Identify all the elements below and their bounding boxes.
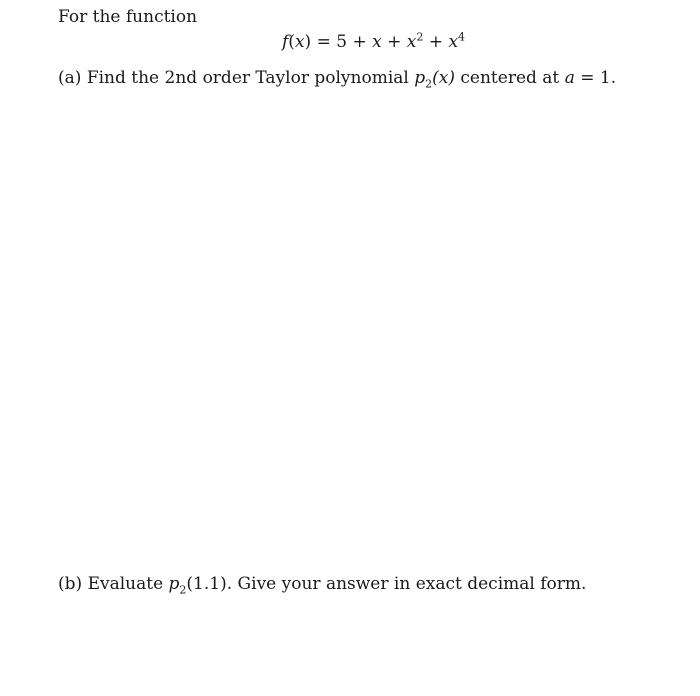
linear-term: x	[372, 32, 382, 52]
function-name: f	[282, 32, 289, 52]
part-b-poly-name: p	[168, 574, 180, 594]
quadratic-exponent: 2	[416, 30, 424, 44]
part-b-question	[58, 573, 586, 595]
quadratic-term-base: x	[406, 32, 417, 52]
part-a-label: (a)	[58, 68, 82, 88]
intro-text: For the function	[58, 7, 198, 27]
function-equation: $f(x) = 5 + x + x^2 + x^4$	[282, 30, 466, 52]
part-b-poly-arg: (1.1).	[186, 574, 233, 594]
part-a-question	[58, 67, 616, 89]
function-var: x	[294, 32, 305, 52]
plus-sign: +	[428, 32, 444, 52]
part-a-poly-sub: 2	[425, 77, 433, 91]
part-b-poly-sub: 2	[179, 583, 187, 597]
part-a-text-before: Find the 2nd order Taylor polynomial	[86, 68, 409, 88]
quartic-term-base: x	[448, 32, 459, 52]
part-b-text-before: Evaluate	[87, 574, 164, 594]
part-a-center-eq: =	[580, 68, 595, 88]
constant-term: 5	[336, 32, 348, 52]
part-a-center-var: a	[564, 68, 575, 88]
part-a-poly-arg: (x)	[432, 68, 455, 88]
part-a-text-after: centered at	[460, 68, 560, 88]
part-b-label: (b)	[58, 574, 83, 594]
plus-sign: +	[352, 32, 367, 52]
part-a-center-val: 1.	[599, 68, 617, 88]
part-b-text-after: Give your answer in exact decimal form.	[237, 574, 587, 594]
plus-sign: +	[387, 32, 402, 52]
part-a-poly-name: p	[414, 68, 426, 88]
quartic-exponent: 4	[458, 30, 466, 44]
